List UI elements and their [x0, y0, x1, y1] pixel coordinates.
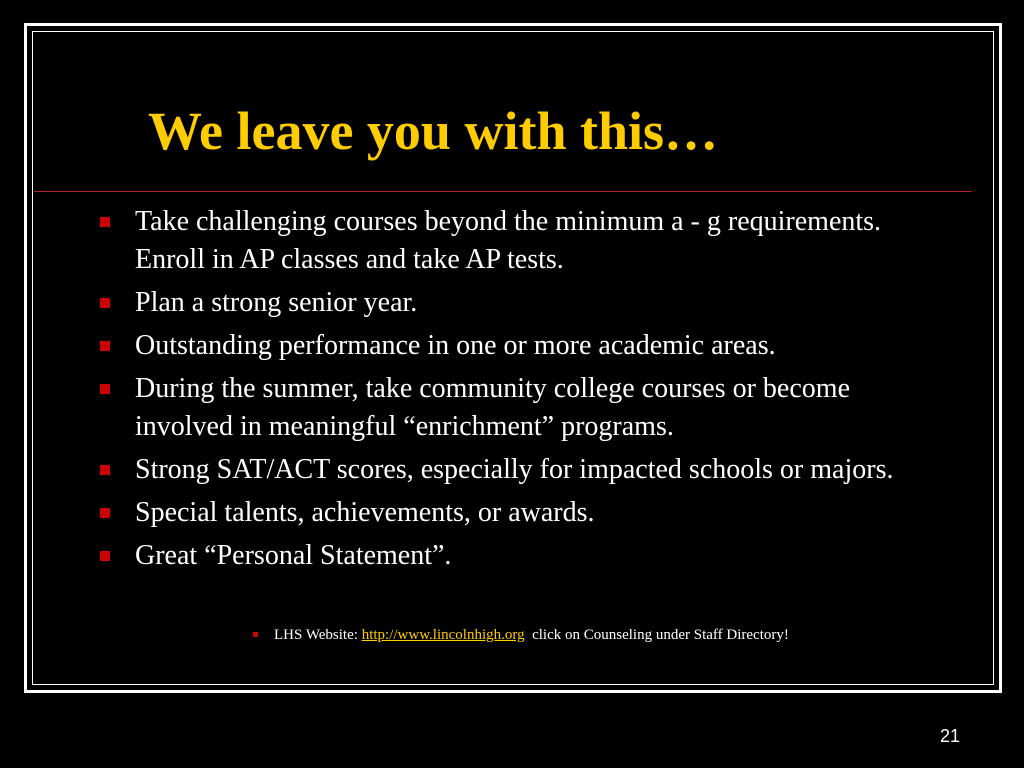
bullet-item — [100, 451, 940, 489]
title-divider — [34, 191, 972, 192]
sub-bullet-suffix: click on Counseling under Staff Directory! — [524, 627, 789, 643]
bullet-item — [100, 370, 940, 446]
bullet-text: Plan a strong senior year. — [135, 287, 418, 318]
square-bullet-icon — [100, 551, 110, 561]
bullet-item — [100, 203, 940, 279]
square-bullet-icon — [100, 465, 110, 475]
slide-title: We leave you with this… — [148, 101, 719, 161]
bullet-text: Strong SAT/ACT scores, especially for impacted schools or majors. — [135, 454, 894, 485]
square-bullet-icon — [100, 217, 110, 227]
bullet-item — [100, 494, 940, 532]
bullet-text: Take challenging courses beyond the minimum a - g requirements. Enroll in AP classes and take AP tests. — [135, 206, 882, 275]
website-link[interactable]: http://www.lincolnhigh.org — [361, 627, 525, 643]
sub-bullet — [256, 625, 789, 645]
square-bullet-icon — [100, 384, 110, 394]
bullet-text: Special talents, achievements, or awards. — [135, 497, 595, 528]
bullet-item — [100, 284, 940, 322]
bullet-list — [100, 203, 940, 580]
bullet-text: Outstanding performance in one or more academic areas. — [135, 330, 776, 361]
slide-number: 21 — [940, 726, 961, 746]
bullet-text: Great “Personal Statement”. — [135, 540, 452, 571]
square-bullet-icon — [100, 298, 110, 308]
bullet-text: During the summer, take community college courses or become involved in meaningful “enrichment” programs. — [135, 373, 850, 442]
square-bullet-icon — [253, 632, 258, 637]
square-bullet-icon — [100, 508, 110, 518]
square-bullet-icon — [100, 341, 110, 351]
sub-bullet-prefix: LHS Website: — [274, 627, 362, 643]
bullet-item — [100, 537, 940, 575]
bullet-item — [100, 327, 940, 365]
